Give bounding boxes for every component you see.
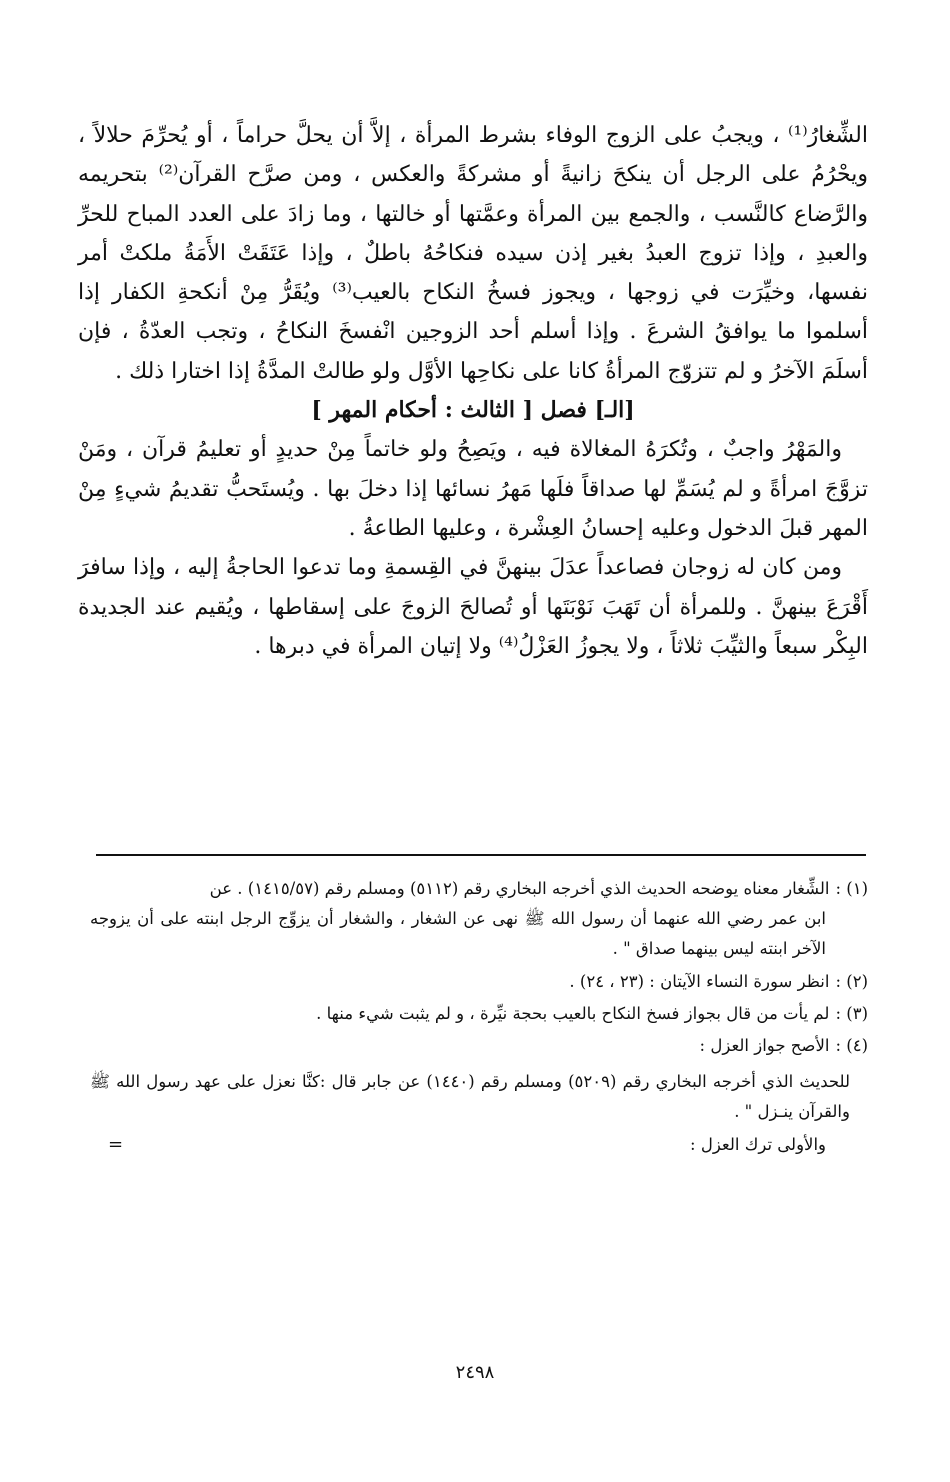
page-number: ٢٤٩٨ [455, 1362, 495, 1383]
paragraph-co-wives: ومن كان له زوجان فصاعداً عدَلَ بينهنَّ في القِسمةِ وما تدعوا الحاجةُ إليه ، وإذا سافرَ أَقْرَعَ بينهنَّ . وللمرأة أن تَهَبَ نَوْبَتَها أو تُصالحَ الزوجَ على إسقاطها ، ويُقيم عند الجديدة البِكْر سبعاً والثيِّبَ ثلاثاً ، ولا يجوزُ العَزْلُ⁽⁴⁾ ولا إتيان المرأة في دبرها . [78, 555, 868, 659]
main-text [78, 116, 868, 666]
footnote-text: لم يأت من قال بجواز فسخ النكاح بالعيب بحجة نيِّرة ، و لم يثبت شيء منها . [316, 1003, 830, 1023]
footnote-number: (١) : [835, 879, 868, 898]
footnote-text: الأصح جواز العزل : [699, 1036, 830, 1056]
footnote-text: الشِّغار معناه يوضحه الحديث الذي أخرجه البخاري رقم (٥١١٢) ومسلم رقم (١٤١٥/٥٧) . عن [209, 879, 830, 898]
footnote-4-hadith: للحديث الذي أخرجه البخاري رقم (٥٢٠٩) ومسلم رقم (١٤٤٠) عن جابر قال :كنَّا نعزل على عهد رسول الله ﷺ والقرآن ينـزل " . [90, 1072, 850, 1122]
continuation-marker: = [108, 1133, 124, 1155]
footnote-divider [96, 854, 866, 856]
footnote-3 [90, 999, 868, 1029]
footnote-continuation: ابن عمر رضي الله عنهما أن رسول الله ﷺ نهى عن الشغار ، والشغار أن يزوِّج الرجل ابنته على أن يزوجه الآخر ابنته ليس بينهما صداق " . [90, 909, 826, 959]
footnote-text: والأولى ترك العزل : [690, 1134, 826, 1154]
footnote-number: (٤) : [835, 1036, 868, 1056]
footnote-number: (٣) : [835, 1003, 868, 1023]
footnote-number: (٢) : [835, 971, 868, 991]
footnote-4 [90, 1031, 868, 1061]
footnote-text: انظر سورة النساء الآيتان : (٢٣ ، ٢٤) . [569, 971, 830, 991]
paragraph-marriage-rules: الشِّغارُ⁽¹⁾ ، ويجبُ على الزوج الوفاء بشرط المرأة ، إلاَّ أن يحلَّ حراماً ، أو يُحرِّمَ حلالاً ، ويحْرُمُ على الرجل أن ينكحَ زانيةً أو مشركةً والعكس ، ومن صرَّح القرآن⁽²⁾ بتحريمه والرَّضاع كالنَّسب ، والجمع بين المرأة وعمَّتها أو خالتها ، وما زادَ على العدد المباح للحرِّ والعبدِ ، وإذا تزوج العبدُ بغير إذن سيده فنكاحُهُ باطلٌ ، وإذا عَتَقَتْ الأَمَةُ ملكتْ أمر نفسها، وخيِّرَت في زوجها ، ويجوز فسخُ النكاح بالعيب⁽³⁾ ويُقَرُّ مِنْ أنكحةِ الكفار إذا أسلموا ما يوافقُ الشرعَ . وإذا أسلم أحد الزوجين انْفسخَ النكاحُ ، وتجب العدّةُ ، فإن أسلَمَ الآخرُ و لم تتزوّج المرأةُ كانا على نكاحِها الأوَّل ولو طالتْ المدَّةُ إذا اختارا ذلك . [78, 123, 868, 384]
footnote-1 [90, 874, 868, 965]
footnotes [90, 874, 868, 1160]
section-heading: [الـ] فصل [ الثالث : أحكام المهر ] [311, 397, 635, 424]
footnote-4-conclusion [90, 1130, 868, 1160]
paragraph-dowry: والمَهْرُ واجبٌ ، وتُكرَهُ المغالاة فيه ، ويَصِحُ ولو خاتماً مِنْ حديدٍ أو تعليمُ قرآن ، ومَنْ تزوَّجَ امرأةً و لم يُسَمِّ لها صداقاً فلَها مَهرُ نسائها إذا دخلَ بها . ويُستَحبُّ تقديمُ شيءٍ مِنْ المهر قبلَ الدخول وعليه إحسانُ العِشْرة ، وعليها الطاعةُ . [78, 437, 868, 541]
footnote-2 [90, 967, 868, 997]
